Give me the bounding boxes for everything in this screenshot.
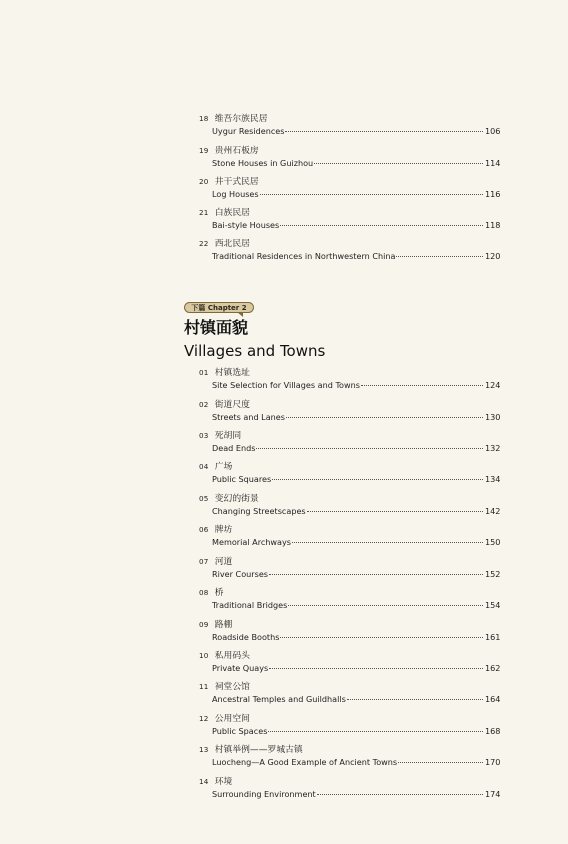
dot-leader [269, 574, 483, 575]
page-number: 150 [485, 537, 501, 547]
entry-number: 14 [199, 777, 209, 786]
entry-number: 22 [199, 239, 209, 248]
entry-title-en: Changing Streetscapes [212, 506, 306, 516]
dot-leader [314, 163, 483, 164]
dot-leader [280, 225, 483, 226]
toc-entry[interactable] [199, 207, 500, 231]
entry-title-cn: 私用码头 [214, 651, 250, 661]
page-number: 142 [485, 506, 501, 516]
page-number: 170 [485, 757, 501, 767]
entry-title-cn: 牌坊 [214, 525, 233, 535]
page-number: 118 [485, 220, 501, 230]
entry-title-en: Private Quays [212, 663, 269, 673]
entry-title-cn: 路棚 [214, 620, 233, 630]
entry-title-cn: 村镇选址 [214, 368, 250, 378]
toc-entry[interactable] [199, 650, 500, 674]
toc-entry[interactable] [199, 556, 500, 580]
entry-number: 03 [199, 431, 209, 440]
entry-title-en: Uygur Residences [212, 126, 285, 136]
toc-entry[interactable] [199, 587, 500, 611]
page-number: 162 [485, 663, 501, 673]
entry-title-cn: 贵州石板房 [214, 146, 259, 156]
dot-leader [292, 542, 483, 543]
entry-number: 11 [199, 682, 209, 691]
dot-leader [396, 256, 483, 257]
toc-entry[interactable] [199, 493, 500, 517]
dot-leader [256, 448, 483, 449]
entry-title-en: Surrounding Environment [212, 789, 316, 799]
entry-title-en: Bai-style Houses [212, 220, 280, 230]
page-number: 130 [485, 412, 501, 422]
entry-title-cn: 河道 [214, 557, 233, 567]
entry-title-en: Ancestral Temples and Guildhalls [212, 694, 346, 704]
page-number: 106 [485, 126, 501, 136]
page-number: 174 [485, 789, 501, 799]
entry-title-en: Stone Houses in Guizhou [212, 158, 314, 168]
entry-number: 18 [199, 114, 209, 123]
entry-number: 09 [199, 620, 209, 629]
entry-title-cn: 白族民居 [214, 208, 250, 218]
entry-title-en: Streets and Lanes [212, 412, 285, 422]
entry-title-en: Traditional Bridges [212, 600, 288, 610]
toc-entry[interactable] [199, 176, 500, 200]
page-number: 154 [485, 600, 501, 610]
entry-title-cn: 死胡同 [214, 431, 242, 441]
page-number: 124 [485, 380, 501, 390]
dot-leader [398, 762, 483, 763]
dot-leader [286, 417, 483, 418]
entry-title-cn: 桥 [214, 588, 224, 598]
toc-entry[interactable] [199, 744, 500, 768]
entry-title-en: Luocheng—A Good Example of Ancient Towns [212, 757, 398, 767]
dot-leader [272, 479, 483, 480]
entry-title-cn: 街道尺度 [214, 400, 250, 410]
toc-entry[interactable] [199, 461, 500, 485]
dot-leader [317, 794, 483, 795]
page-number: 164 [485, 694, 501, 704]
toc-entry[interactable] [199, 113, 500, 137]
page-number: 134 [485, 474, 501, 484]
chapter-tag: 下篇 Chapter 2 [184, 302, 254, 313]
entry-title-en: Public Squares [212, 474, 272, 484]
entry-number: 04 [199, 462, 209, 471]
page-number: 161 [485, 632, 501, 642]
entry-number: 21 [199, 208, 209, 217]
entry-title-cn: 西北民居 [214, 239, 250, 249]
page-number: 152 [485, 569, 501, 579]
entry-number: 07 [199, 557, 209, 566]
toc-entry[interactable] [199, 776, 500, 800]
entry-title-en: Memorial Archways [212, 537, 292, 547]
dot-leader [268, 731, 483, 732]
entry-title-cn: 公用空间 [214, 714, 250, 724]
entry-number: 12 [199, 714, 209, 723]
page-number: 168 [485, 726, 501, 736]
toc-entry[interactable] [199, 238, 500, 262]
entry-title-en: Traditional Residences in Northwestern China [212, 251, 396, 261]
dot-leader [285, 131, 483, 132]
entry-number: 01 [199, 368, 209, 377]
entry-title-cn: 井干式民居 [214, 177, 259, 187]
entry-number: 08 [199, 588, 209, 597]
page-number: 132 [485, 443, 501, 453]
dot-leader [280, 637, 483, 638]
dot-leader [260, 194, 483, 195]
entry-number: 19 [199, 146, 209, 155]
page-number: 116 [485, 189, 501, 199]
entry-title-cn: 祠堂公馆 [214, 682, 250, 692]
entry-number: 10 [199, 651, 209, 660]
page-number: 120 [485, 251, 501, 261]
dot-leader [288, 605, 483, 606]
entry-title-en: River Courses [212, 569, 269, 579]
entry-title-en: Dead Ends [212, 443, 256, 453]
entry-number: 05 [199, 494, 209, 503]
entry-title-en: Site Selection for Villages and Towns [212, 380, 360, 390]
toc-entry[interactable] [199, 524, 500, 548]
toc-entry[interactable] [199, 619, 500, 643]
entry-number: 06 [199, 525, 209, 534]
entry-title-cn: 广场 [214, 462, 233, 472]
entry-title-en: Log Houses [212, 189, 259, 199]
dot-leader [361, 385, 483, 386]
toc-entry[interactable] [199, 681, 500, 705]
entry-title-cn: 变幻的街景 [214, 494, 259, 504]
toc-entry[interactable] [199, 367, 500, 391]
entry-number: 20 [199, 177, 209, 186]
entry-title-cn: 村镇举例——罗城古镇 [214, 745, 303, 755]
toc-entry[interactable] [199, 430, 500, 454]
entry-number: 02 [199, 400, 209, 409]
toc-entry[interactable] [199, 713, 500, 737]
entry-title-cn: 环境 [214, 777, 233, 787]
toc-entry[interactable] [199, 399, 500, 423]
dot-leader [269, 668, 483, 669]
chapter-title-en: Villages and Towns [184, 342, 326, 360]
dot-leader [347, 699, 483, 700]
entry-number: 13 [199, 745, 209, 754]
page-number: 114 [485, 158, 501, 168]
entry-title-en: Public Spaces [212, 726, 268, 736]
entry-title-cn: 维吾尔族民居 [214, 114, 268, 124]
dot-leader [307, 511, 483, 512]
entry-title-en: Roadside Booths [212, 632, 280, 642]
chapter-title-cn: 村镇面貌 [184, 318, 249, 337]
toc-entry[interactable] [199, 145, 500, 169]
